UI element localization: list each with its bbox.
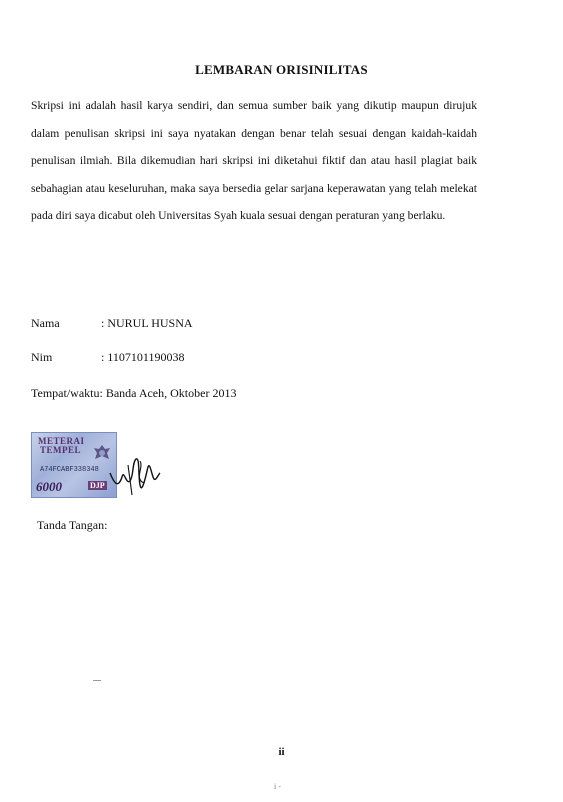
stamp-code: A74FCABF338348: [40, 466, 99, 474]
footer-mark: i -: [274, 782, 281, 791]
field-tempat-value: : Banda Aceh, Oktober 2013: [99, 386, 237, 400]
field-nim-value: : 1107101190038: [101, 350, 185, 364]
stamp-line1: METERAI: [38, 436, 85, 446]
scan-mark: [93, 680, 101, 684]
handwritten-signature: [104, 455, 164, 505]
stamp-issuer: DJP: [90, 481, 105, 490]
stamp-amount: 6000: [36, 479, 62, 494]
signature-label: Tanda Tangan:: [37, 518, 108, 532]
field-nim: [31, 350, 184, 365]
document-title: LEMBARAN ORISINILITAS: [195, 62, 368, 77]
field-nama-label: Nama: [31, 316, 60, 330]
declaration-paragraph: Skripsi ini adalah hasil karya sendiri, dan semua sumber baik yang dikutip maupun dirujuk dalam penulisan skripsi ini saya nyatakan dengan benar telah sesuai dengan kaidah-kaidah penulisan ilmiah. Bila dikemudian hari skripsi ini diketahui fiktif dan atau hasil plagiat baik sebahagian atau keseluruhan, maka saya bersedia gelar sarjana keperawatan yang telah melekat pada diri saya dicabut oleh Universitas Syah kuala sesuai dengan peraturan yang berlaku.: [31, 99, 477, 222]
field-tempat-waktu: [31, 386, 236, 401]
field-nama: [31, 316, 193, 331]
stamp-line2: TEMPEL: [40, 445, 82, 455]
page-number: ii: [278, 746, 285, 758]
field-tempat-label: Tempat/waktu: [31, 386, 100, 400]
field-nama-value: : NURUL HUSNA: [101, 316, 193, 330]
field-nim-label: Nim: [31, 350, 53, 364]
